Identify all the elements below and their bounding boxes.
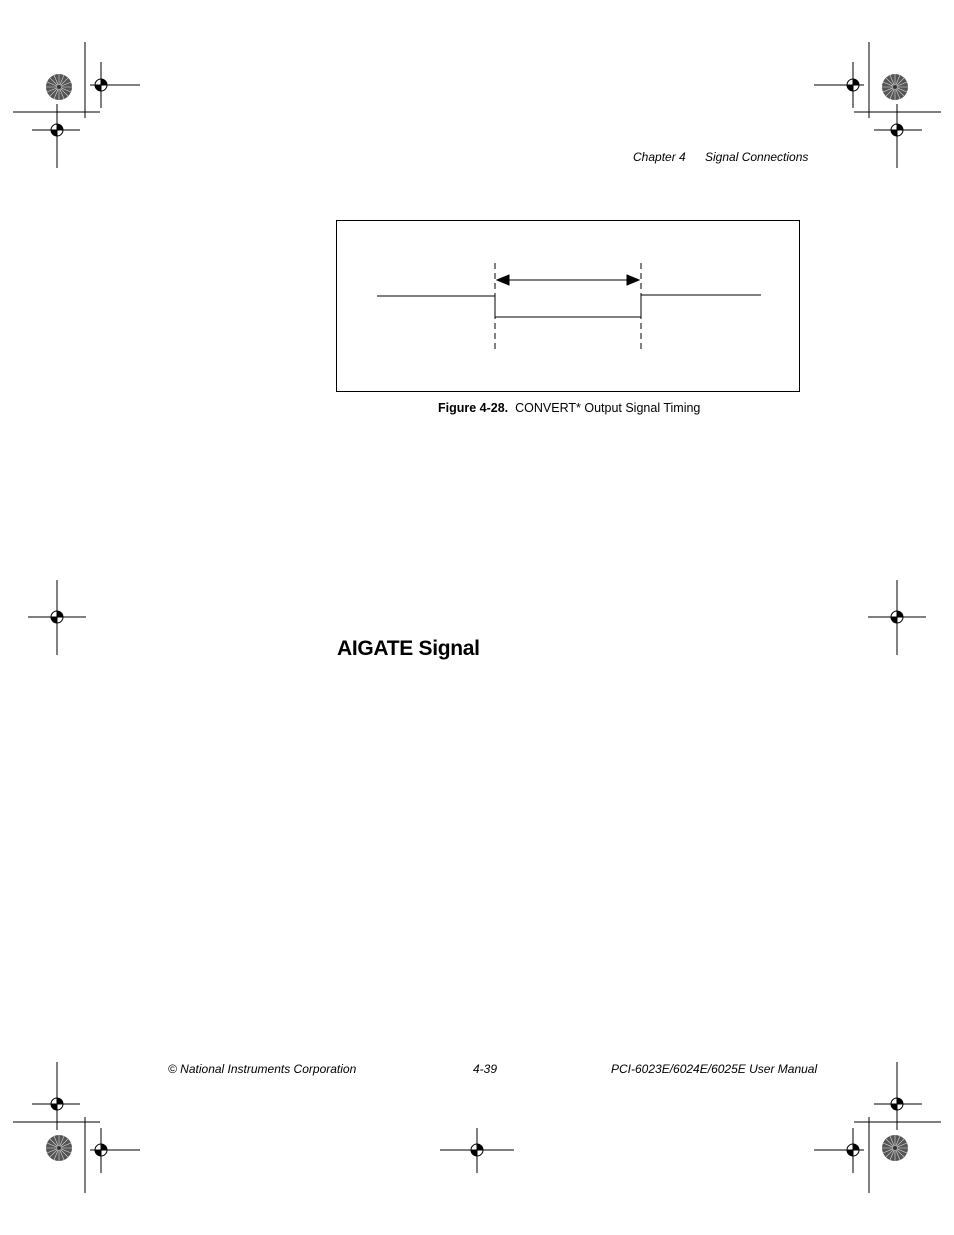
crosshair-icon bbox=[95, 79, 107, 91]
color-bar-icon bbox=[46, 74, 72, 100]
crop-mark-bottom-left bbox=[13, 1062, 140, 1193]
crop-mark-bottom-right bbox=[814, 1062, 941, 1193]
color-bar-icon bbox=[882, 74, 908, 100]
color-bar-icon bbox=[46, 1135, 72, 1161]
figure-caption-text: CONVERT* Output Signal Timing bbox=[515, 401, 701, 415]
crosshair-icon bbox=[471, 1144, 483, 1156]
header-chapter: Chapter 4 bbox=[633, 150, 686, 164]
footer-manual-title: PCI-6023E/6024E/6025E User Manual bbox=[611, 1062, 818, 1076]
color-bar-icon bbox=[882, 1135, 908, 1161]
crosshair-icon bbox=[95, 1144, 107, 1156]
figure-caption bbox=[438, 401, 700, 415]
timing-diagram bbox=[337, 221, 799, 391]
crosshair-icon bbox=[891, 1098, 903, 1110]
crosshair-icon bbox=[891, 611, 903, 623]
figure-number: Figure 4-28. bbox=[438, 401, 509, 415]
figure-frame bbox=[336, 220, 800, 392]
crop-mark-top-right bbox=[814, 42, 941, 168]
footer-page-number: 4-39 bbox=[473, 1062, 498, 1076]
crosshair-icon bbox=[51, 1098, 63, 1110]
signal-waveform bbox=[377, 295, 761, 317]
footer-copyright: © National Instruments Corporation bbox=[168, 1062, 357, 1076]
crosshair-icon bbox=[51, 611, 63, 623]
pulse-width-arrow bbox=[497, 275, 639, 285]
crosshair-icon bbox=[891, 124, 903, 136]
crosshair-icon bbox=[51, 124, 63, 136]
crosshair-icon bbox=[847, 1144, 859, 1156]
crop-mark-top-left bbox=[13, 42, 140, 168]
header-title: Signal Connections bbox=[705, 150, 809, 164]
section-heading: AIGATE Signal bbox=[337, 637, 480, 660]
timing-markers bbox=[495, 263, 641, 351]
crosshair-icon bbox=[847, 79, 859, 91]
